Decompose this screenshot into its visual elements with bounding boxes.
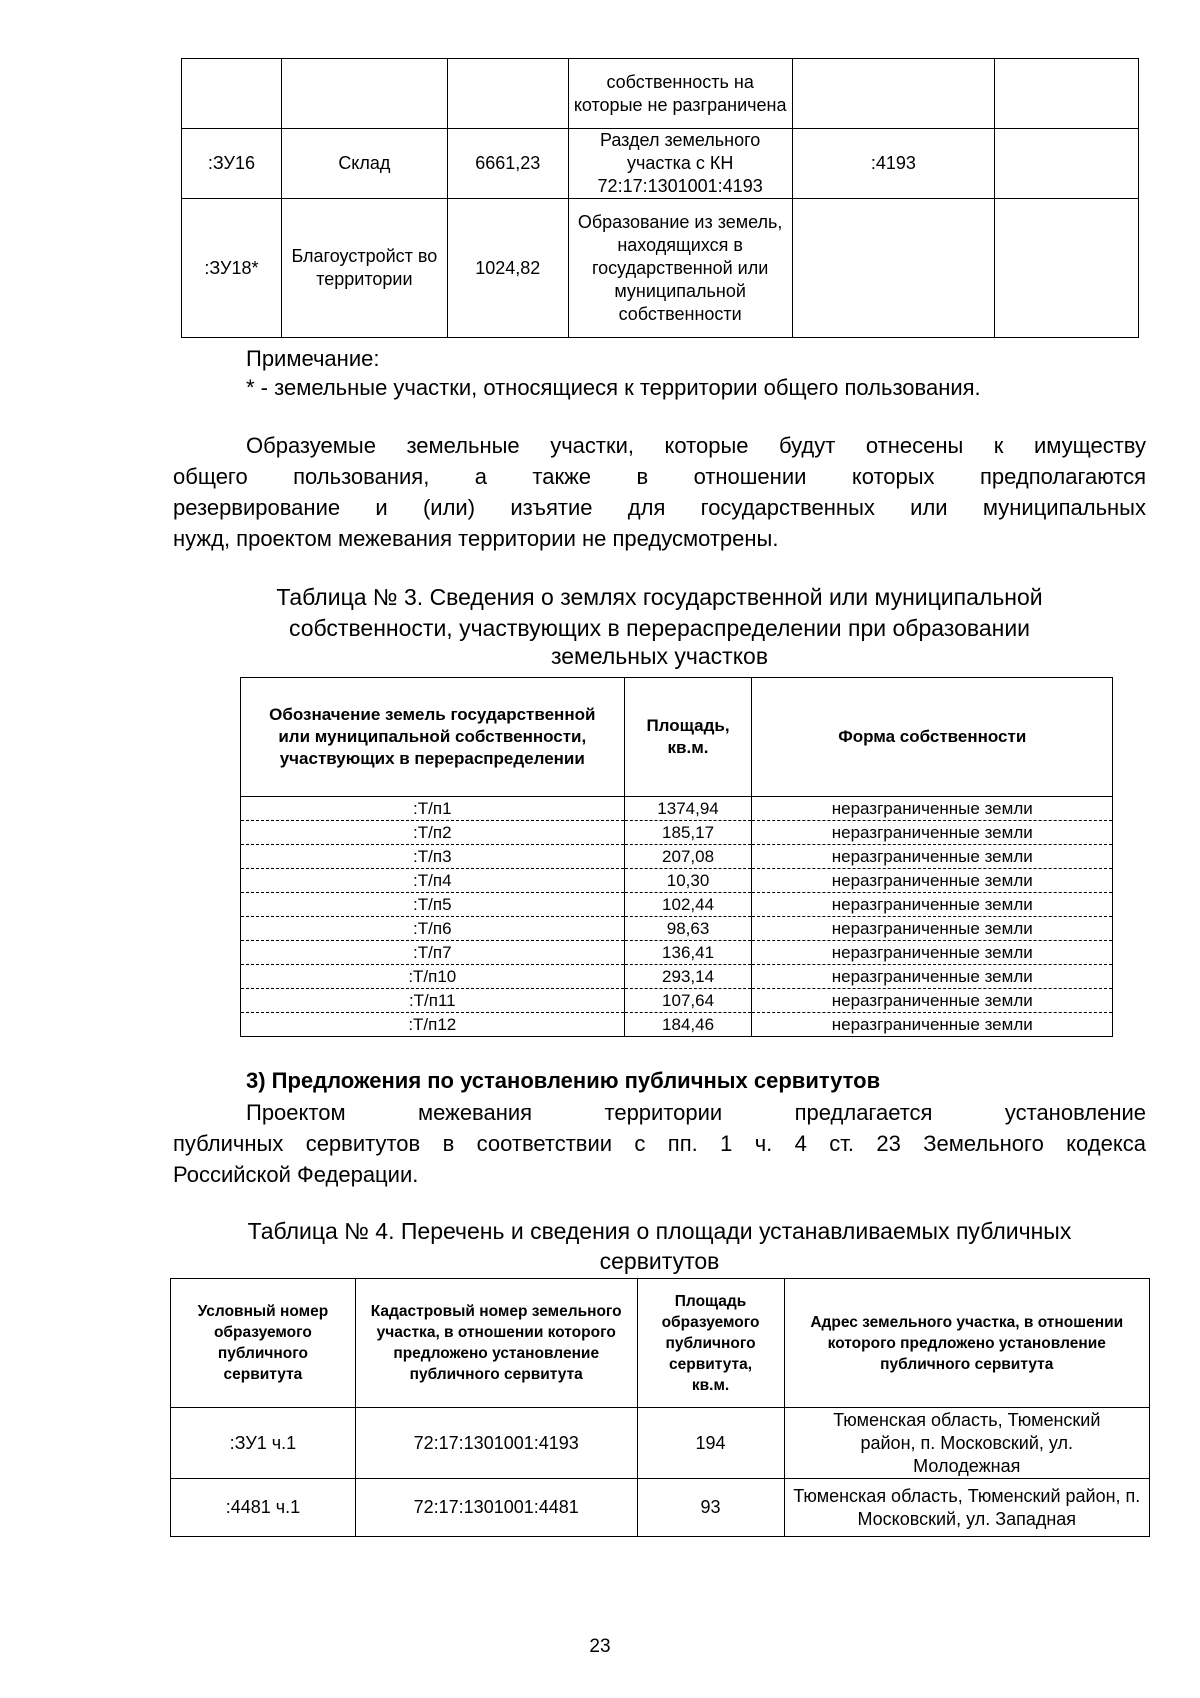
table-row [241,821,1113,845]
table-row [241,941,1113,965]
column-header: Кадастровый номер земельного участка, в отношении которого предложено установление публичного сервитута [355,1279,637,1408]
plot-source-cell [792,59,995,129]
servitude-area-cell: 93 [637,1479,784,1537]
table-row [241,797,1113,821]
ownership-form-cell: неразграниченные земли [752,821,1113,845]
land-id-cell: :Т/п10 [241,965,625,989]
ownership-form-cell: неразграниченные земли [752,893,1113,917]
ownership-form-cell: неразграниченные земли [752,845,1113,869]
column-header: Условный номер образуемого публичного сервитута [171,1279,356,1408]
plot-note-cell [995,199,1139,338]
public-servitudes-table [170,1278,1150,1537]
land-plots-table-continuation [181,58,1139,338]
table-row [241,989,1113,1013]
plot-note-cell [995,59,1139,129]
land-area-cell: 136,41 [624,941,752,965]
land-id-cell: :Т/п12 [241,1013,625,1037]
plot-area-cell [447,59,568,129]
plot-area-cell: 6661,23 [447,129,568,199]
note-text: * - земельные участки, относящиеся к территории общего пользования. [246,375,981,400]
caption-line: земельных участков [550,643,769,669]
plot-number-cell: :ЗУ18* [182,199,282,338]
caption-line: Таблица № 3. Сведения о землях государственной или муниципальной [276,584,1043,610]
paragraph-line: публичных сервитутов в соответствии с пп. 1 ч. 4 ст. 23 Земельного кодекса [173,1131,1146,1156]
table-header-row [171,1279,1150,1408]
address-cell: Тюменская область, Тюменский район, п. Московский, ул. Западная [784,1479,1149,1537]
address-cell: Тюменская область, Тюменский район, п. Московский, ул. Молодежная [784,1408,1149,1479]
land-id-cell: :Т/п4 [241,869,625,893]
table-row [241,965,1113,989]
column-header: Площадь, кв.м. [624,678,752,797]
plot-method-cell: Образование из земель, находящихся в государственной или муниципальной собственности [568,199,792,338]
land-area-cell: 207,08 [624,845,752,869]
plot-use-cell: Благоустройст во территории [281,199,447,338]
land-id-cell: :Т/п7 [241,941,625,965]
paragraph-servitudes [173,1097,1146,1190]
paragraph-line: Проектом межевания территории предлагается установление [246,1100,1146,1125]
land-id-cell: :Т/п3 [241,845,625,869]
paragraph-line: Образуемые земельные участки, которые будут отнесены к имуществу [246,433,1146,458]
column-header: Форма собственности [752,678,1113,797]
land-area-cell: 98,63 [624,917,752,941]
page-number: 23 [589,1636,611,1657]
table-header-row [241,678,1113,797]
table-row [182,129,1139,199]
ownership-form-cell: неразграниченные земли [752,989,1113,1013]
plot-use-cell [281,59,447,129]
plot-number-cell: :ЗУ16 [182,129,282,199]
table4-caption [173,1216,1146,1275]
land-area-cell: 293,14 [624,965,752,989]
land-area-cell: 102,44 [624,893,752,917]
land-id-cell: :Т/п11 [241,989,625,1013]
ownership-form-cell: неразграниченные земли [752,917,1113,941]
paragraph-public-use [173,430,1146,554]
redistribution-lands-table [240,677,1113,1037]
plot-method-cell: Раздел земельного участка с КН 72:17:1301001:4193 [568,129,792,199]
paragraph-line: общего пользования, а также в отношении которых предполагаются [173,464,1146,489]
caption-line: собственности, участвующих в перераспределении при образовании [288,615,1031,641]
caption-line: Таблица № 4. Перечень и сведения о площади устанавливаемых публичных [247,1218,1072,1244]
land-area-cell: 10,30 [624,869,752,893]
table-row [182,59,1139,129]
table-row [241,893,1113,917]
table-row [241,1013,1113,1037]
paragraph-line: нужд, проектом межевания территории не предусмотрены. [173,526,779,551]
section-heading: 3) Предложения по установлению публичных сервитутов [246,1068,881,1093]
plot-number-cell [182,59,282,129]
land-id-cell: :Т/п2 [241,821,625,845]
plot-source-cell [792,199,995,338]
plot-note-cell [995,129,1139,199]
paragraph-line: Российской Федерации. [173,1162,419,1187]
table-row [171,1408,1150,1479]
plot-source-cell: :4193 [792,129,995,199]
caption-line: сервитутов [599,1248,720,1274]
servitude-number-cell: :4481 ч.1 [171,1479,356,1537]
cadastral-number-cell: 72:17:1301001:4481 [355,1479,637,1537]
ownership-form-cell: неразграниченные земли [752,965,1113,989]
paragraph-line: резервирование и (или) изъятие для государственных или муниципальных [173,495,1146,520]
plot-use-cell: Склад [281,129,447,199]
table-row [241,869,1113,893]
land-area-cell: 184,46 [624,1013,752,1037]
ownership-form-cell: неразграниченные земли [752,941,1113,965]
land-area-cell: 107,64 [624,989,752,1013]
plot-method-cell: собственность на которые не разграничена [568,59,792,129]
column-header: Обозначение земель государственной или муниципальной собственности, участвующих в перераспределении [241,678,625,797]
table-row [182,199,1139,338]
column-header: Площадь образуемого публичного сервитута, кв.м. [637,1279,784,1408]
land-area-cell: 185,17 [624,821,752,845]
land-id-cell: :Т/п6 [241,917,625,941]
column-header: Адрес земельного участка, в отношении которого предложено установление публичного сервитута [784,1279,1149,1408]
land-area-cell: 1374,94 [624,797,752,821]
table-row [241,917,1113,941]
note-title: Примечание: [246,346,380,371]
cadastral-number-cell: 72:17:1301001:4193 [355,1408,637,1479]
land-id-cell: :Т/п5 [241,893,625,917]
table-row [241,845,1113,869]
land-id-cell: :Т/п1 [241,797,625,821]
plot-area-cell: 1024,82 [447,199,568,338]
ownership-form-cell: неразграниченные земли [752,797,1113,821]
table-row [171,1479,1150,1537]
ownership-form-cell: неразграниченные земли [752,869,1113,893]
servitude-area-cell: 194 [637,1408,784,1479]
ownership-form-cell: неразграниченные земли [752,1013,1113,1037]
servitude-number-cell: :ЗУ1 ч.1 [171,1408,356,1479]
table3-caption [173,582,1146,668]
